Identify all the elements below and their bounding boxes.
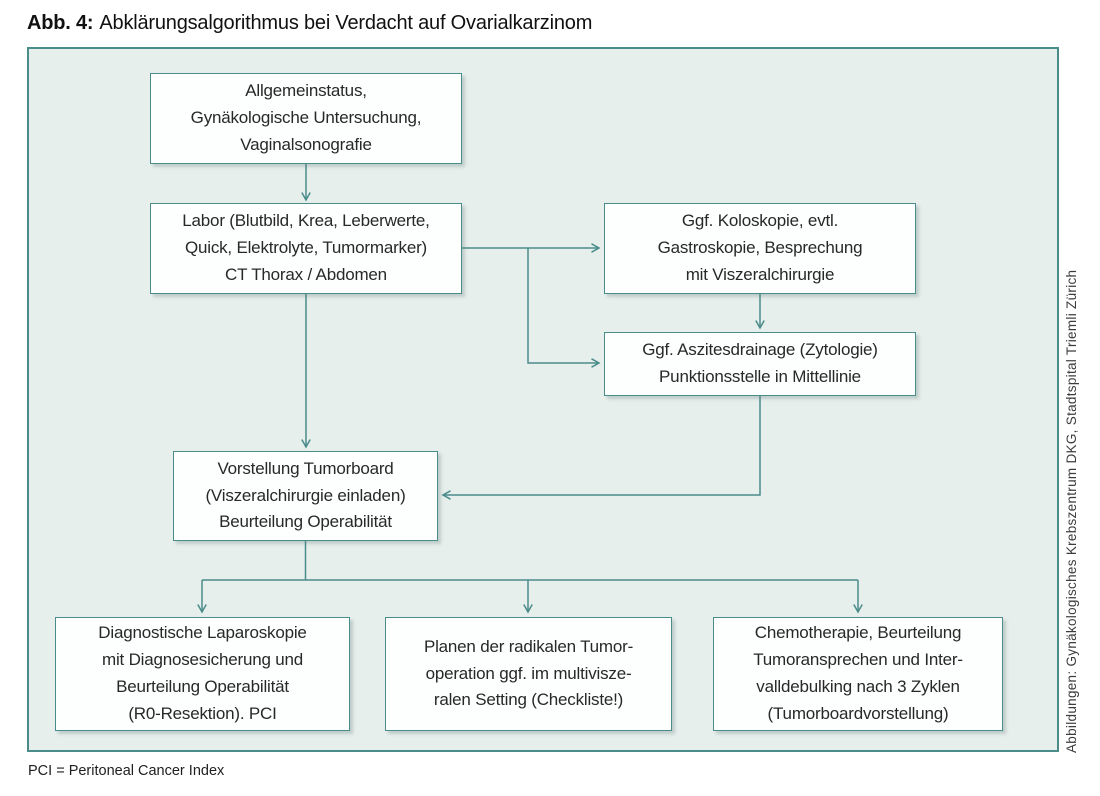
flow-box-aszitesdrainage [604,332,916,396]
flow-box-line: Planen der radikalen Tumor- [423,636,634,656]
flow-box-laparoskopie [55,617,350,731]
flow-box-line: Punktionsstelle in Mittellinie [659,367,861,386]
flow-box-line: Ggf. Koloskopie, evtl. [681,211,839,231]
flow-box-line: Allgemeinstatus, [245,81,367,101]
flow-box-tumoroperation [385,617,672,731]
flow-box-chemotherapie [713,617,1003,731]
arrow-aszitesdrainage-to-tumorboard [443,396,760,495]
flow-box-koloskopie [604,203,916,294]
flow-box-line: Quick, Elektrolyte, Tumormarker) [184,238,428,258]
flow-box-line: Tumoransprechen und Inter- [753,650,963,670]
flow-box-line: valldebulking nach 3 Zyklen [756,677,960,696]
flow-box-line: Diagnostische Laparoskopie [98,623,307,643]
flow-box-line: operation ggf. im multivisze- [425,663,632,683]
flow-box-line: Beurteilung Operabilität [219,512,392,532]
flow-box-line: mit Viszeralchirurgie [685,264,835,284]
flow-box-labor [150,203,462,294]
flow-box-allgemeinstatus [150,73,462,164]
flow-box-line: Labor (Blutbild, Krea, Leberwerte, [182,211,430,231]
figure-credit: Abbildungen: Gynäkologisches Krebszentrum DKG, Stadtspital Triemli Zürich [1064,269,1079,753]
flow-box-line: Vorstellung Tumorboard [217,458,394,478]
figure-number: Abb. 4: [27,12,94,34]
flow-box-line: (Viszeralchirurgie einladen) [205,485,406,505]
flow-box-line: Vaginalsonografie [240,134,372,154]
abbreviation-footnote: PCI = Peritoneal Cancer Index [28,763,225,779]
flow-box-line: Gastroskopie, Besprechung [657,238,863,258]
flow-box-line: Beurteilung Operabilität [116,677,289,696]
arrow-labor-to-aszitesdrainage [528,248,599,363]
flow-box-line: (R0-Resektion). PCI [128,703,277,723]
flow-box-line: Chemotherapie, Beurteilung [754,623,962,643]
flow-box-line: ralen Setting (Checkliste!) [433,690,624,710]
flow-box-tumorboard [173,451,438,541]
flow-box-line: (Tumorboardvorstellung) [767,703,949,723]
figure-title-text: Abklärungsalgorithmus bei Verdacht auf Ovarialkarzinom [99,12,593,34]
flow-box-line: Ggf. Aszitesdrainage (Zytologie) [642,340,878,360]
flow-box-line: mit Diagnosesicherung und [101,650,303,670]
flow-box-line: CT Thorax / Abdomen [225,264,387,284]
flow-box-line: Gynäkologische Untersuchung, [190,108,422,128]
